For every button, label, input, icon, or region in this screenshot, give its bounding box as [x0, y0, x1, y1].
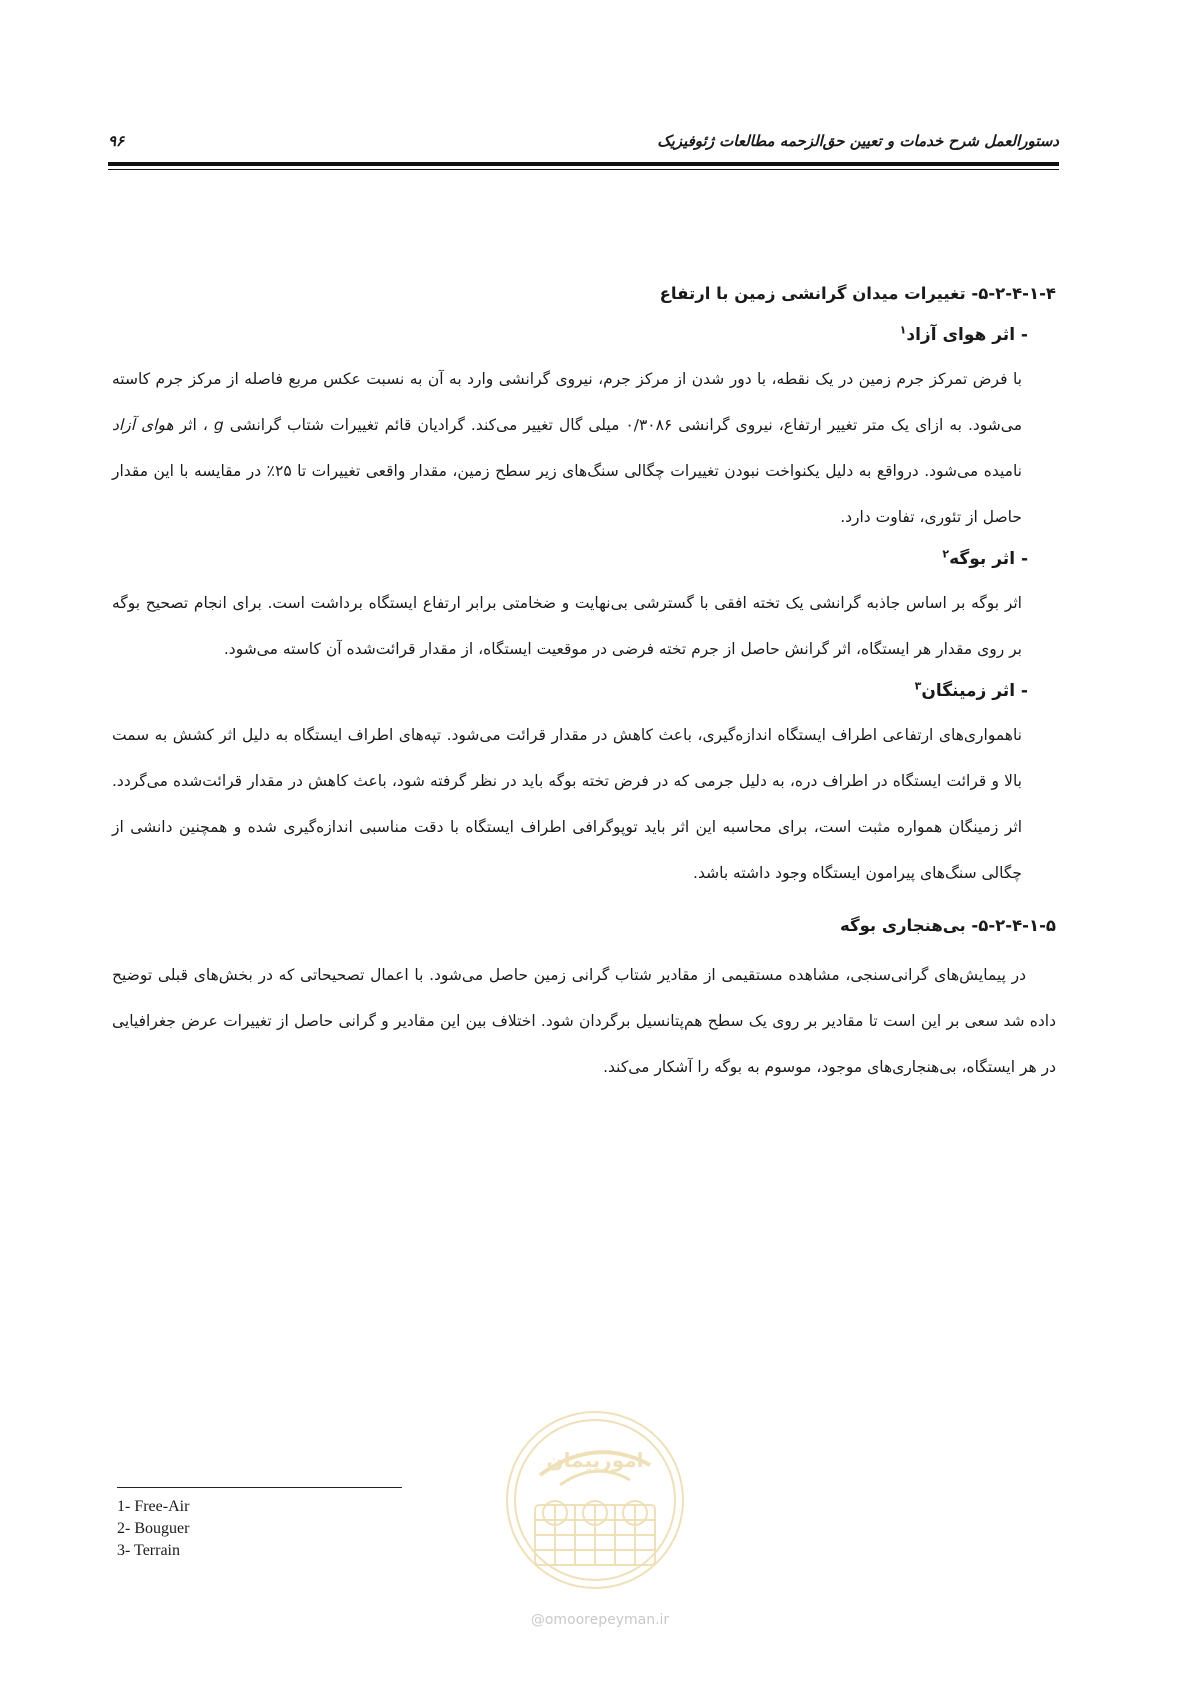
- paragraph-terrain: ناهمواری‌های ارتفاعی اطراف ایستگاه اندازه‌گیری، باعث کاهش در مقدار قرائت می‌شود. تپه‌های اطراف ایستگاه به دلیل اثر کشش به سمت بالا و قرائت ایستگاه در اطراف دره، به دلیل جرمی که در فرض تخته بوگه باید در نظر گرفته شود، باعث کاهش در مقدار قرائت‌شده می‌گردد. اثر زمینگان همواره مثبت است، برای محاسبه این اثر باید توپوگرافی اطراف ایستگاه با دقت مناسبی اندازه‌گیری شده و همچنین دانشی از چگالی سنگ‌های پیرامون ایستگاه وجود داشته باشد.: [112, 726, 1022, 882]
- gravity-symbol-g: g: [213, 416, 224, 434]
- header-rule-thin: [108, 169, 1059, 170]
- subheading-bouguer-label: - اثر بوگه: [949, 549, 1028, 569]
- paragraph-bouguer: اثر بوگه بر اساس جاذبه گرانشی یک تخته افقی با گسترشی بی‌نهایت و ضخامتی برابر ارتفاع ایستگاه برداشت است. برای انجام تصحیح بوگه بر روی مقدار هر ایستگاه، اثر گرانش حاصل از جرم تخته فرضی در موقعیت ایستگاه، از مقدار قرائت‌شده آن کاسته می‌شود.: [112, 594, 1022, 658]
- free-air-text-2: ، اثر: [173, 416, 214, 434]
- section-heading-gravity-elevation: ۵-۲-۴-۱-۴- تغییرات میدان گرانشی زمین با ارتفاع: [659, 284, 1056, 303]
- footnote-3: 3- Terrain: [117, 1542, 180, 1559]
- footnote-1: 1- Free-Air: [117, 1498, 190, 1515]
- footnote-ref-3: ۳: [914, 679, 922, 693]
- free-air-text-1: با فرض تمرکز جرم زمین در یک نقطه، با دور شدن از مرکز جرم، نیروی گرانشی وارد به آن به نسبت عکس مربع فاصله از مرکز جرم کاسته می‌شود. به ازای یک متر تغییر ارتفاع، نیروی گرانشی ۰/۳۰۸۶ میلی گال تغییر می‌کند. گرادیان قائم تغییرات شتاب گرانشی: [112, 370, 1023, 434]
- main-content: [112, 280, 1056, 1090]
- free-air-text-3: نامیده می‌شود. درواقع به دلیل یکنواخت نبودن تغییرات چگالی سنگ‌های زیر سطح زمین، مقدار واقعی تغییرات تا ۲۵٪ در مقایسه با این مقدار حاصل از تئوری، تفاوت دارد.: [112, 462, 1022, 526]
- footnotes: [117, 1496, 189, 1562]
- header-rule: [108, 162, 1059, 166]
- footnote-ref-1: ۱: [899, 323, 907, 337]
- subheading-terrain-label: - اثر زمینگان: [921, 681, 1028, 701]
- footnote-ref-2: ۲: [942, 547, 950, 561]
- subheading-free-air-label: - اثر هوای آزاد: [906, 325, 1028, 345]
- subheading-terrain: [112, 676, 1056, 706]
- free-air-term: هوای آزاد: [112, 416, 174, 434]
- footnote-2: 2- Bouguer: [117, 1520, 190, 1537]
- paragraph-bouguer-anomaly: در پیمایش‌های گرانی‌سنجی، مشاهده مستقیمی از مقادیر شتاب گرانی زمین حاصل می‌شود. با اعمال تصحیحاتی که در بخش‌های قبلی توضیح داده شد سعی بر این است تا مقادیر بر روی یک سطح هم‌پتانسیل برگردان شود. اختلاف بین این مقادیر و گرانی حاصل از تغییرات عرض جغرافیایی در هر ایستگاه، بی‌هنجاری‌های موجود، موسوم به بوگه را آشکار می‌کند.: [112, 966, 1056, 1076]
- page-header: [108, 128, 1059, 158]
- watermark-logo-text: امورپیمان: [546, 1448, 644, 1472]
- watermark-url: @omoorepeyman.ir: [530, 1612, 670, 1628]
- page-number: ۹۶: [108, 132, 125, 150]
- paragraph-free-air: [112, 356, 1056, 540]
- footnote-separator: [117, 1487, 402, 1488]
- section-heading-bouguer-anomaly: ۵-۲-۴-۱-۵- بی‌هنجاری بوگه: [839, 916, 1056, 935]
- running-title: دستورالعمل شرح خدمات و تعیین حق‌الزحمه مطالعات ژئوفیزیک: [657, 132, 1059, 150]
- watermark-logo: [500, 1405, 690, 1605]
- subheading-free-air: [112, 320, 1056, 350]
- subheading-bouguer: [112, 544, 1056, 574]
